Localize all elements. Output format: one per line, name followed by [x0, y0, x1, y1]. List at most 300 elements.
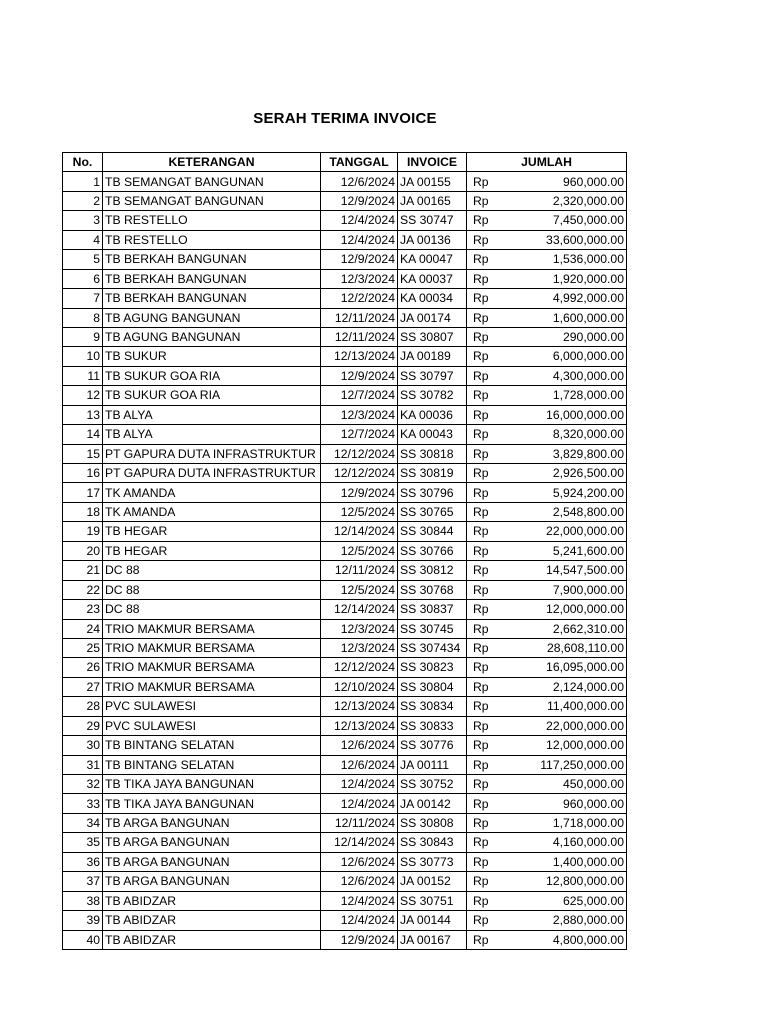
cell-no: 39	[63, 911, 103, 930]
cell-tanggal: 12/14/2024	[321, 522, 398, 541]
cell-tanggal: 12/14/2024	[321, 600, 398, 619]
amount-value: 1,728,000.00	[552, 388, 624, 403]
cell-keterangan: PVC SULAWESI	[103, 716, 321, 735]
cell-keterangan: TB BERKAH BANGUNAN	[103, 250, 321, 269]
amount-value: 33,600,000.00	[546, 232, 624, 247]
table-row	[63, 483, 627, 502]
cell-keterangan: TB ARGA BANGUNAN	[103, 833, 321, 852]
cell-keterangan: TB BERKAH BANGUNAN	[103, 289, 321, 308]
cell-no: 32	[63, 775, 103, 794]
cell-keterangan: PT GAPURA DUTA INFRASTRUKTUR	[103, 444, 321, 463]
amount-value: 14,547,500.00	[546, 563, 624, 578]
currency-label: Rp	[473, 893, 489, 908]
cell-invoice: JA 00189	[398, 347, 467, 366]
amount-value: 5,241,600.00	[552, 543, 624, 558]
table-header-row	[63, 153, 627, 172]
cell-tanggal: 12/4/2024	[321, 891, 398, 910]
cell-no: 4	[63, 230, 103, 249]
currency-label: Rp	[473, 252, 489, 267]
cell-keterangan: PT GAPURA DUTA INFRASTRUKTUR	[103, 464, 321, 483]
amount-value: 2,124,000.00	[552, 679, 624, 694]
amount-value: 2,926,500.00	[552, 466, 624, 481]
table-row	[63, 289, 627, 308]
cell-tanggal: 12/4/2024	[321, 211, 398, 230]
currency-label: Rp	[473, 291, 489, 306]
cell-keterangan: TB SUKUR GOA RIA	[103, 386, 321, 405]
cell-no: 33	[63, 794, 103, 813]
cell-no: 9	[63, 327, 103, 346]
currency-label: Rp	[473, 796, 489, 811]
cell-tanggal: 12/6/2024	[321, 852, 398, 871]
header-tanggal: TANGGAL	[321, 153, 398, 172]
amount-value: 2,548,800.00	[552, 504, 624, 519]
table-row	[63, 658, 627, 677]
cell-no: 31	[63, 755, 103, 774]
table-row	[63, 833, 627, 852]
table-row	[63, 872, 627, 891]
currency-label: Rp	[473, 310, 489, 325]
cell-jumlah	[467, 794, 627, 813]
amount-value: 5,924,200.00	[552, 485, 624, 500]
cell-invoice: KA 00043	[398, 425, 467, 444]
cell-keterangan: TB SUKUR GOA RIA	[103, 366, 321, 385]
table-row	[63, 502, 627, 521]
cell-tanggal: 12/6/2024	[321, 736, 398, 755]
cell-invoice: SS 30804	[398, 677, 467, 696]
cell-invoice: SS 30812	[398, 561, 467, 580]
cell-invoice: SS 30844	[398, 522, 467, 541]
cell-jumlah	[467, 852, 627, 871]
cell-no: 30	[63, 736, 103, 755]
cell-keterangan: TRIO MAKMUR BERSAMA	[103, 658, 321, 677]
cell-invoice: JA 00174	[398, 308, 467, 327]
cell-no: 26	[63, 658, 103, 677]
table-row	[63, 930, 627, 949]
currency-label: Rp	[473, 718, 489, 733]
cell-invoice: SS 30765	[398, 502, 467, 521]
cell-tanggal: 12/4/2024	[321, 911, 398, 930]
table-row	[63, 852, 627, 871]
currency-label: Rp	[473, 932, 489, 947]
currency-label: Rp	[473, 193, 489, 208]
cell-keterangan: TB SEMANGAT BANGUNAN	[103, 191, 321, 210]
cell-tanggal: 12/5/2024	[321, 502, 398, 521]
cell-keterangan: DC 88	[103, 580, 321, 599]
cell-keterangan: TB BINTANG SELATAN	[103, 736, 321, 755]
amount-value: 11,400,000.00	[546, 699, 624, 714]
amount-value: 4,300,000.00	[552, 368, 624, 383]
cell-jumlah	[467, 911, 627, 930]
cell-no: 6	[63, 269, 103, 288]
cell-tanggal: 12/9/2024	[321, 250, 398, 269]
cell-keterangan: TB ALYA	[103, 425, 321, 444]
amount-value: 6,000,000.00	[552, 349, 624, 364]
cell-jumlah	[467, 872, 627, 891]
cell-invoice: SS 30745	[398, 619, 467, 638]
cell-jumlah	[467, 250, 627, 269]
cell-jumlah	[467, 600, 627, 619]
cell-tanggal: 12/6/2024	[321, 172, 398, 191]
amount-value: 7,450,000.00	[552, 213, 624, 228]
cell-no: 17	[63, 483, 103, 502]
table-row	[63, 716, 627, 735]
amount-value: 22,000,000.00	[546, 524, 624, 539]
cell-tanggal: 12/10/2024	[321, 677, 398, 696]
cell-jumlah	[467, 813, 627, 832]
table-row	[63, 191, 627, 210]
cell-tanggal: 12/2/2024	[321, 289, 398, 308]
table-row	[63, 464, 627, 483]
header-keterangan: KETERANGAN	[103, 153, 321, 172]
cell-no: 14	[63, 425, 103, 444]
cell-keterangan: TB ABIDZAR	[103, 930, 321, 949]
amount-value: 12,800,000.00	[546, 874, 624, 889]
cell-keterangan: TB SEMANGAT BANGUNAN	[103, 172, 321, 191]
cell-jumlah	[467, 736, 627, 755]
cell-tanggal: 12/11/2024	[321, 813, 398, 832]
amount-value: 625,000.00	[563, 893, 624, 908]
amount-value: 960,000.00	[563, 174, 624, 189]
cell-no: 3	[63, 211, 103, 230]
cell-keterangan: TB ABIDZAR	[103, 911, 321, 930]
cell-jumlah	[467, 755, 627, 774]
cell-invoice: JA 00155	[398, 172, 467, 191]
cell-invoice: SS 30808	[398, 813, 467, 832]
table-row	[63, 891, 627, 910]
cell-jumlah	[467, 658, 627, 677]
cell-keterangan: TB AGUNG BANGUNAN	[103, 308, 321, 327]
cell-no: 34	[63, 813, 103, 832]
cell-invoice: SS 30833	[398, 716, 467, 735]
cell-keterangan: DC 88	[103, 561, 321, 580]
cell-tanggal: 12/5/2024	[321, 541, 398, 560]
cell-invoice: KA 00036	[398, 405, 467, 424]
amount-value: 28,608,110.00	[546, 641, 624, 656]
currency-label: Rp	[473, 913, 489, 928]
cell-tanggal: 12/13/2024	[321, 716, 398, 735]
cell-invoice: SS 30843	[398, 833, 467, 852]
amount-value: 4,800,000.00	[552, 932, 624, 947]
cell-jumlah	[467, 677, 627, 696]
cell-tanggal: 12/4/2024	[321, 775, 398, 794]
cell-tanggal: 12/14/2024	[321, 833, 398, 852]
currency-label: Rp	[473, 660, 489, 675]
cell-invoice: SS 30747	[398, 211, 467, 230]
table-row	[63, 347, 627, 366]
table-row	[63, 308, 627, 327]
cell-no: 13	[63, 405, 103, 424]
cell-jumlah	[467, 172, 627, 191]
currency-label: Rp	[473, 563, 489, 578]
table-row	[63, 522, 627, 541]
cell-tanggal: 12/11/2024	[321, 561, 398, 580]
amount-value: 2,662,310.00	[552, 621, 624, 636]
cell-jumlah	[467, 464, 627, 483]
currency-label: Rp	[473, 621, 489, 636]
cell-invoice: JA 00111	[398, 755, 467, 774]
cell-keterangan: TB RESTELLO	[103, 211, 321, 230]
cell-keterangan: DC 88	[103, 600, 321, 619]
cell-no: 18	[63, 502, 103, 521]
cell-jumlah	[467, 289, 627, 308]
cell-no: 10	[63, 347, 103, 366]
amount-value: 2,320,000.00	[552, 193, 624, 208]
cell-keterangan: TK AMANDA	[103, 502, 321, 521]
amount-value: 22,000,000.00	[546, 718, 624, 733]
amount-value: 1,536,000.00	[552, 252, 624, 267]
cell-invoice: SS 30776	[398, 736, 467, 755]
cell-invoice: SS 30819	[398, 464, 467, 483]
cell-no: 37	[63, 872, 103, 891]
amount-value: 1,718,000.00	[552, 815, 624, 830]
cell-keterangan: TB ARGA BANGUNAN	[103, 852, 321, 871]
cell-no: 19	[63, 522, 103, 541]
cell-keterangan: TB ARGA BANGUNAN	[103, 872, 321, 891]
cell-no: 35	[63, 833, 103, 852]
cell-invoice: SS 30796	[398, 483, 467, 502]
table-row	[63, 425, 627, 444]
table-row	[63, 541, 627, 560]
cell-tanggal: 12/9/2024	[321, 930, 398, 949]
currency-label: Rp	[473, 835, 489, 850]
cell-jumlah	[467, 483, 627, 502]
cell-jumlah	[467, 327, 627, 346]
cell-jumlah	[467, 366, 627, 385]
table-row	[63, 211, 627, 230]
cell-tanggal: 12/12/2024	[321, 658, 398, 677]
amount-value: 2,880,000.00	[552, 913, 624, 928]
cell-keterangan: TB AGUNG BANGUNAN	[103, 327, 321, 346]
cell-tanggal: 12/11/2024	[321, 327, 398, 346]
cell-invoice: SS 30797	[398, 366, 467, 385]
currency-label: Rp	[473, 271, 489, 286]
cell-keterangan: TB BERKAH BANGUNAN	[103, 269, 321, 288]
amount-value: 960,000.00	[563, 796, 624, 811]
table-row	[63, 230, 627, 249]
cell-no: 27	[63, 677, 103, 696]
cell-invoice: SS 30834	[398, 697, 467, 716]
amount-value: 16,000,000.00	[546, 407, 624, 422]
cell-tanggal: 12/6/2024	[321, 872, 398, 891]
currency-label: Rp	[473, 504, 489, 519]
cell-no: 11	[63, 366, 103, 385]
cell-jumlah	[467, 619, 627, 638]
cell-tanggal: 12/12/2024	[321, 444, 398, 463]
cell-keterangan: TB RESTELLO	[103, 230, 321, 249]
cell-tanggal: 12/13/2024	[321, 697, 398, 716]
cell-jumlah	[467, 386, 627, 405]
cell-jumlah	[467, 308, 627, 327]
cell-tanggal: 12/12/2024	[321, 464, 398, 483]
cell-tanggal: 12/9/2024	[321, 483, 398, 502]
table-row	[63, 755, 627, 774]
cell-jumlah	[467, 716, 627, 735]
amount-value: 8,320,000.00	[552, 427, 624, 442]
cell-keterangan: TRIO MAKMUR BERSAMA	[103, 619, 321, 638]
cell-no: 1	[63, 172, 103, 191]
currency-label: Rp	[473, 446, 489, 461]
cell-jumlah	[467, 580, 627, 599]
cell-no: 16	[63, 464, 103, 483]
table-row	[63, 911, 627, 930]
header-invoice: INVOICE	[398, 153, 467, 172]
cell-invoice: JA 00136	[398, 230, 467, 249]
currency-label: Rp	[473, 874, 489, 889]
currency-label: Rp	[473, 524, 489, 539]
cell-jumlah	[467, 347, 627, 366]
table-row	[63, 327, 627, 346]
table-row	[63, 405, 627, 424]
currency-label: Rp	[473, 679, 489, 694]
cell-jumlah	[467, 638, 627, 657]
cell-tanggal: 12/5/2024	[321, 580, 398, 599]
cell-keterangan: TK AMANDA	[103, 483, 321, 502]
amount-value: 1,600,000.00	[552, 310, 624, 325]
cell-keterangan: TB ARGA BANGUNAN	[103, 813, 321, 832]
cell-no: 23	[63, 600, 103, 619]
cell-invoice: SS 30766	[398, 541, 467, 560]
cell-jumlah	[467, 561, 627, 580]
amount-value: 1,920,000.00	[552, 271, 624, 286]
currency-label: Rp	[473, 543, 489, 558]
cell-keterangan: TB HEGAR	[103, 541, 321, 560]
cell-no: 7	[63, 289, 103, 308]
table-row	[63, 386, 627, 405]
cell-keterangan: TB SUKUR	[103, 347, 321, 366]
table-row	[63, 366, 627, 385]
cell-jumlah	[467, 502, 627, 521]
cell-tanggal: 12/7/2024	[321, 386, 398, 405]
cell-no: 5	[63, 250, 103, 269]
cell-no: 21	[63, 561, 103, 580]
cell-no: 8	[63, 308, 103, 327]
table-row	[63, 269, 627, 288]
cell-jumlah	[467, 211, 627, 230]
document-title: SERAH TERIMA INVOICE	[253, 110, 437, 127]
cell-keterangan: TB ABIDZAR	[103, 891, 321, 910]
amount-value: 1,400,000.00	[552, 854, 624, 869]
currency-label: Rp	[473, 777, 489, 792]
cell-jumlah	[467, 444, 627, 463]
cell-tanggal: 12/11/2024	[321, 308, 398, 327]
currency-label: Rp	[473, 174, 489, 189]
cell-invoice: JA 00142	[398, 794, 467, 813]
currency-label: Rp	[473, 854, 489, 869]
cell-jumlah	[467, 269, 627, 288]
table-row	[63, 813, 627, 832]
cell-tanggal: 12/13/2024	[321, 347, 398, 366]
table-row	[63, 444, 627, 463]
currency-label: Rp	[473, 815, 489, 830]
amount-value: 117,250,000.00	[540, 757, 624, 772]
cell-invoice: SS 30782	[398, 386, 467, 405]
cell-tanggal: 12/3/2024	[321, 405, 398, 424]
cell-tanggal: 12/6/2024	[321, 755, 398, 774]
cell-no: 24	[63, 619, 103, 638]
cell-jumlah	[467, 697, 627, 716]
invoice-table	[62, 152, 627, 950]
cell-invoice: SS 30752	[398, 775, 467, 794]
cell-tanggal: 12/7/2024	[321, 425, 398, 444]
cell-no: 22	[63, 580, 103, 599]
currency-label: Rp	[473, 738, 489, 753]
cell-invoice: SS 30823	[398, 658, 467, 677]
cell-invoice: JA 00165	[398, 191, 467, 210]
cell-no: 2	[63, 191, 103, 210]
cell-no: 38	[63, 891, 103, 910]
table-row	[63, 697, 627, 716]
currency-label: Rp	[473, 349, 489, 364]
amount-value: 4,992,000.00	[552, 291, 624, 306]
cell-keterangan: TRIO MAKMUR BERSAMA	[103, 677, 321, 696]
cell-keterangan: TB TIKA JAYA BANGUNAN	[103, 775, 321, 794]
cell-invoice: SS 30837	[398, 600, 467, 619]
cell-jumlah	[467, 775, 627, 794]
cell-no: 12	[63, 386, 103, 405]
cell-tanggal: 12/9/2024	[321, 191, 398, 210]
cell-keterangan: PVC SULAWESI	[103, 697, 321, 716]
cell-keterangan: TB ALYA	[103, 405, 321, 424]
cell-jumlah	[467, 930, 627, 949]
cell-invoice: SS 30773	[398, 852, 467, 871]
cell-tanggal: 12/3/2024	[321, 619, 398, 638]
table-row	[63, 775, 627, 794]
amount-value: 16,095,000.00	[546, 660, 624, 675]
cell-jumlah	[467, 191, 627, 210]
currency-label: Rp	[473, 213, 489, 228]
cell-no: 29	[63, 716, 103, 735]
currency-label: Rp	[473, 388, 489, 403]
cell-jumlah	[467, 425, 627, 444]
table-row	[63, 172, 627, 191]
cell-jumlah	[467, 541, 627, 560]
currency-label: Rp	[473, 330, 489, 345]
cell-invoice: SS 30807	[398, 327, 467, 346]
table-row	[63, 250, 627, 269]
currency-label: Rp	[473, 699, 489, 714]
cell-invoice: KA 00034	[398, 289, 467, 308]
cell-jumlah	[467, 891, 627, 910]
cell-jumlah	[467, 230, 627, 249]
table-row	[63, 600, 627, 619]
cell-no: 15	[63, 444, 103, 463]
table-row	[63, 638, 627, 657]
cell-invoice: SS 30768	[398, 580, 467, 599]
cell-invoice: KA 00047	[398, 250, 467, 269]
cell-tanggal: 12/4/2024	[321, 230, 398, 249]
currency-label: Rp	[473, 466, 489, 481]
table-row	[63, 619, 627, 638]
cell-invoice: JA 00167	[398, 930, 467, 949]
cell-jumlah	[467, 405, 627, 424]
table-row	[63, 794, 627, 813]
header-jumlah: JUMLAH	[467, 153, 627, 172]
cell-no: 28	[63, 697, 103, 716]
amount-value: 7,900,000.00	[552, 582, 624, 597]
cell-invoice: KA 00037	[398, 269, 467, 288]
currency-label: Rp	[473, 757, 489, 772]
cell-tanggal: 12/4/2024	[321, 794, 398, 813]
header-no: No.	[63, 153, 103, 172]
amount-value: 450,000.00	[563, 777, 624, 792]
cell-invoice: SS 30818	[398, 444, 467, 463]
amount-value: 12,000,000.00	[546, 602, 624, 617]
currency-label: Rp	[473, 485, 489, 500]
cell-no: 36	[63, 852, 103, 871]
cell-no: 25	[63, 638, 103, 657]
currency-label: Rp	[473, 232, 489, 247]
table-body	[63, 172, 627, 950]
